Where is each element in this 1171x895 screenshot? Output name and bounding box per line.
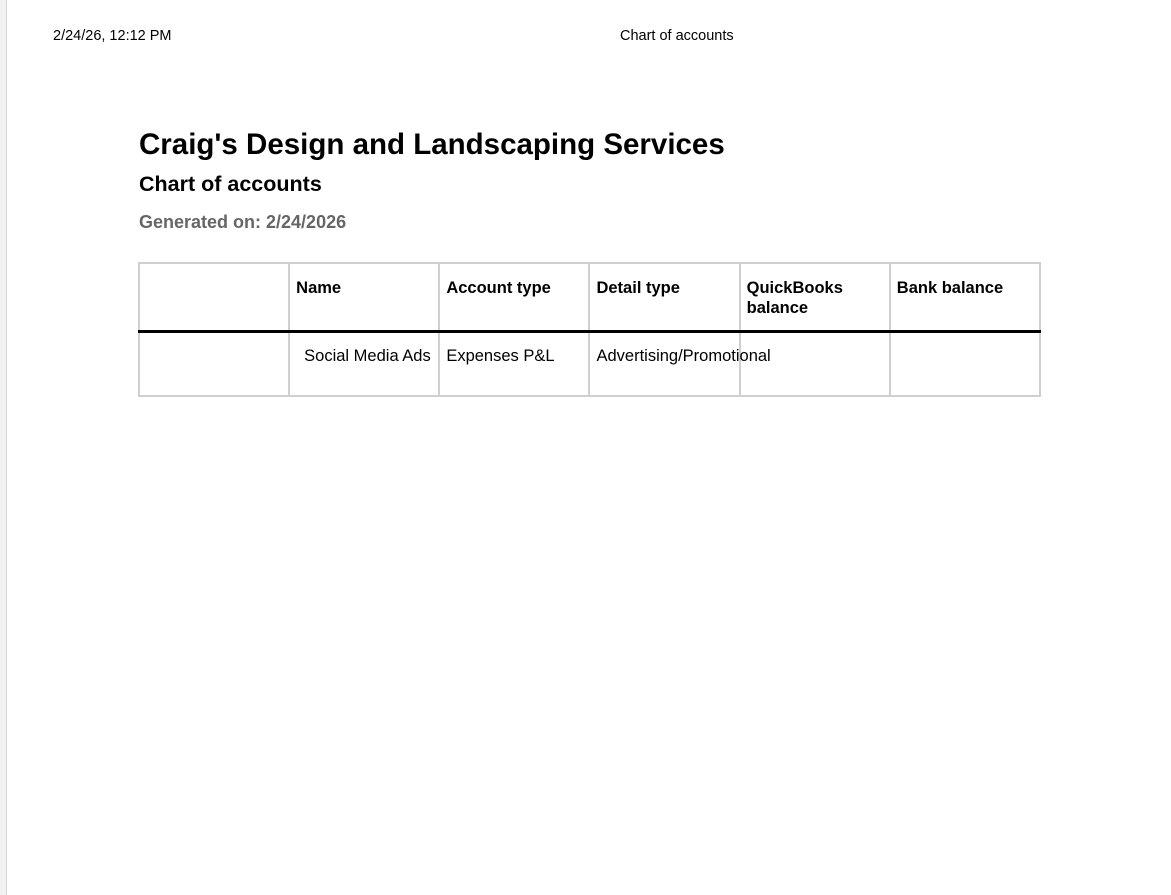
column-header-name: Name [289, 263, 439, 331]
cell-blank [139, 331, 289, 396]
company-name: Craig's Design and Landscaping Services [139, 128, 725, 161]
print-header-title: Chart of accounts [620, 28, 734, 44]
page-left-border [0, 0, 7, 895]
table-row [139, 331, 1040, 396]
column-header-blank [139, 263, 289, 331]
table-header-row [139, 263, 1040, 331]
cell-account-type: Expenses P&L [439, 331, 589, 396]
report-title: Chart of accounts [139, 172, 322, 196]
generated-date: Generated on: 2/24/2026 [139, 212, 347, 232]
print-header-datetime: 2/24/26, 12:12 PM [53, 28, 172, 44]
column-header-account-type: Account type [439, 263, 589, 331]
cell-bank-balance [890, 331, 1040, 396]
column-header-quickbooks-balance: QuickBooks balance [740, 263, 890, 331]
column-header-detail-type: Detail type [589, 263, 739, 331]
cell-detail-type: Advertising/Promotional [589, 331, 739, 396]
column-header-bank-balance: Bank balance [890, 263, 1040, 331]
accounts-table [138, 262, 1041, 397]
cell-name: Social Media Ads [289, 331, 439, 396]
